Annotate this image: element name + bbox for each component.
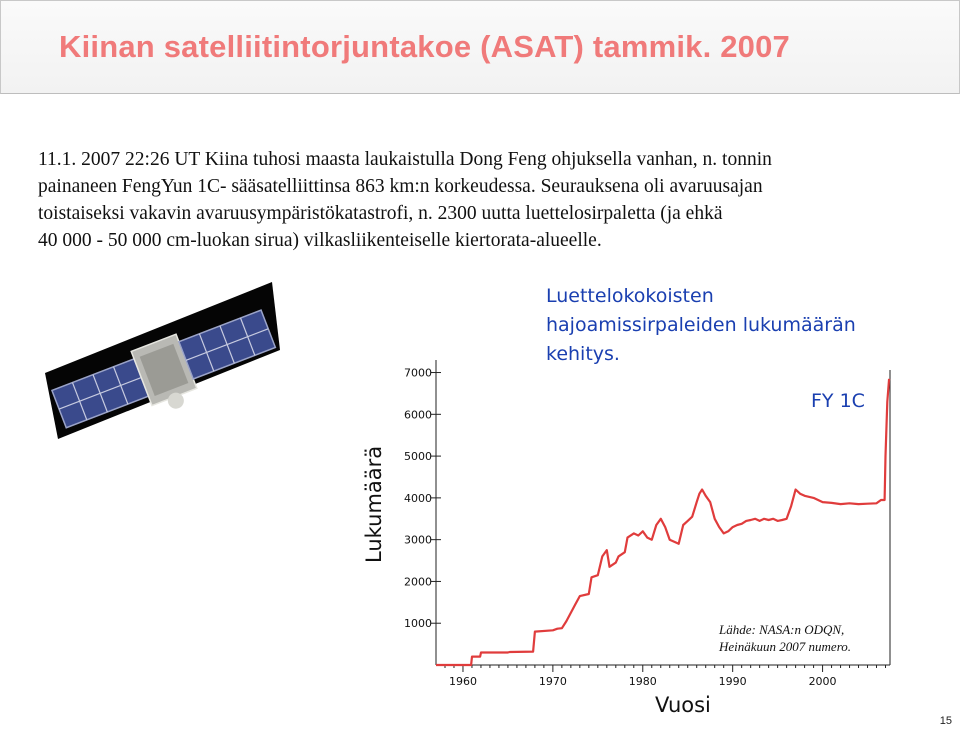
slide-title: Kiinan satelliitintorjuntakoe (ASAT) tammik. 2007 <box>59 29 790 64</box>
source-line: Lähde: NASA:n ODQN, <box>719 622 845 637</box>
chart-title-line: hajoamissirpaleiden lukumäärän <box>546 314 856 336</box>
y-tick-label: 5000 <box>404 450 432 464</box>
y-tick-label: 7000 <box>404 366 432 380</box>
y-tick-label: 6000 <box>404 408 432 422</box>
y-tick-label: 4000 <box>404 491 432 505</box>
x-tick-label: 1980 <box>628 675 657 688</box>
body-line: painaneen FengYun 1C- sääsatelliittinsa 863 km:n korkeudessa. Seurauksena oli avaruusajan <box>38 176 763 197</box>
y-tick-label: 2000 <box>404 575 432 589</box>
page-number: 15 <box>939 715 952 727</box>
x-tick-label: 2000 <box>808 675 837 688</box>
y-tick-label: 1000 <box>404 617 432 631</box>
body-line: 40 000 - 50 000 cm-luokan sirua) vilkasliikenteiselle kiertorata-alueelle. <box>38 230 602 251</box>
body-line: toistaiseksi vakavin avaruusympäristökatastrofi, n. 2300 uutta luettelosirpaletta (ja ehkä <box>38 203 723 224</box>
chart-title-line: kehitys. <box>546 343 620 365</box>
y-axis-label: Lukumäärä <box>362 445 386 563</box>
y-tick-label: 3000 <box>404 533 432 547</box>
source-line: Heinäkuun 2007 numero. <box>719 639 852 654</box>
annotation-fy1c: FY 1C <box>811 390 865 412</box>
x-tick-label: 1960 <box>448 675 477 688</box>
x-tick-label: 1990 <box>718 675 747 688</box>
body-line: 11.1. 2007 22:26 UT Kiina tuhosi maasta laukaistulla Dong Feng ohjuksella vanhan, n. tonnin <box>38 149 772 170</box>
x-tick-label: 1970 <box>538 675 567 688</box>
chart-title-line: Luettelokokoisten <box>546 285 714 307</box>
x-axis-label: Vuosi <box>655 693 711 717</box>
